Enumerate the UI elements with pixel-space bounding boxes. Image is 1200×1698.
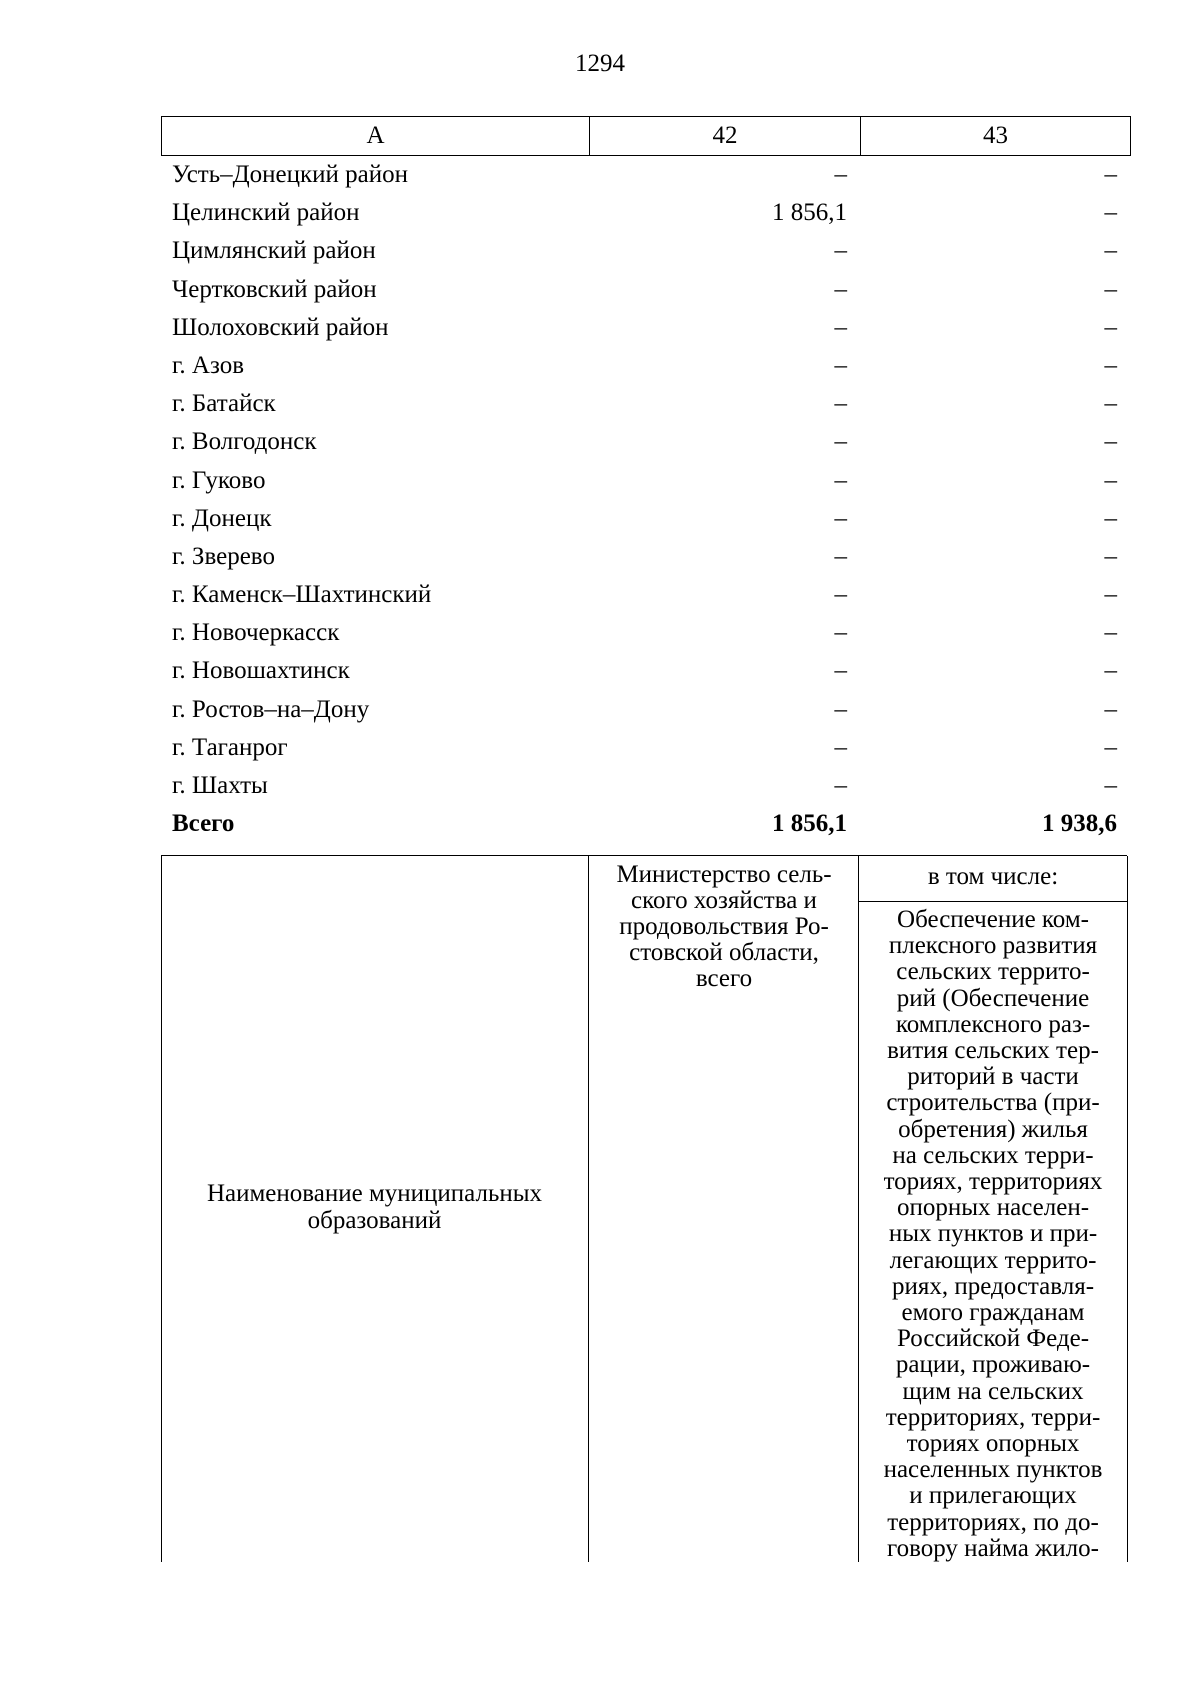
value-43: – xyxy=(1104,733,1117,761)
table-column-divider xyxy=(588,856,589,1562)
column-header-table xyxy=(161,116,1131,156)
program-description-text: Обеспечение ком- плексного развития сельских террито- рий (Обеспечение комплексного раз- вития сельских тер- риторий в части строительства (при- обретения) жилья на сельских терри- ториях, территориях опорных населен- ных пунктов и при- легающих террито- риях, предоставля- емого гражданам Российской Феде- рации, проживаю- щим на сельских территориях, терри- ториях опорных населенных пунктов и прилегающих территориях, по до- говору найма жило- xyxy=(883,906,1103,1562)
municipality-name: г. Гуково xyxy=(172,466,266,494)
municipality-name: г. Азов xyxy=(172,351,245,379)
value-42: 1 856,1 xyxy=(772,199,847,227)
value-42: – xyxy=(834,275,847,303)
value-42: – xyxy=(834,313,847,341)
value-42: – xyxy=(834,466,847,494)
value-43: – xyxy=(1104,237,1117,265)
value-42: – xyxy=(834,695,847,723)
table-row xyxy=(161,232,1127,270)
municipality-name: г. Новошахтинск xyxy=(172,657,350,685)
municipality-name: г. Шахты xyxy=(172,772,268,799)
value-43: – xyxy=(1104,275,1117,303)
value-43: – xyxy=(1104,313,1117,341)
table-row xyxy=(161,271,1127,309)
value-43: – xyxy=(1104,657,1117,685)
total-value-42: 1 856,1 xyxy=(772,810,847,838)
table-row xyxy=(161,576,1127,614)
including-header-text: в том числе: xyxy=(927,863,1059,890)
table-row xyxy=(161,652,1127,690)
table-row xyxy=(161,347,1127,385)
table-row xyxy=(161,309,1127,347)
column-header-43: 43 xyxy=(861,117,1131,156)
municipality-name: г. Таганрог xyxy=(172,733,288,761)
table-row xyxy=(161,500,1127,538)
subheader-divider xyxy=(858,901,1128,902)
value-43: – xyxy=(1104,390,1117,418)
municipality-name: Целинский район xyxy=(172,199,360,227)
ministry-header xyxy=(591,862,857,992)
program-description-header xyxy=(861,907,1125,1562)
value-43: – xyxy=(1104,428,1117,456)
municipality-name: г. Зверево xyxy=(172,542,275,570)
table-row xyxy=(161,423,1127,461)
second-table-header xyxy=(161,855,1127,1562)
ministry-header-text: Министерство сель- ского хозяйства и продовольствия Ро- стовской области, всего xyxy=(616,861,832,992)
value-42: – xyxy=(834,504,847,532)
value-42: – xyxy=(834,542,847,570)
table-column-divider xyxy=(858,856,859,1562)
value-43: – xyxy=(1104,619,1117,647)
value-42: – xyxy=(834,390,847,418)
value-43: – xyxy=(1104,161,1117,188)
value-42: – xyxy=(834,657,847,685)
value-42: – xyxy=(834,237,847,265)
table-row xyxy=(161,614,1127,652)
table-row xyxy=(161,538,1127,576)
municipality-name: Усть–Донецкий район xyxy=(172,161,409,188)
value-43: – xyxy=(1104,199,1117,227)
municipality-name: г. Волгодонск xyxy=(172,428,317,456)
value-42: – xyxy=(834,619,847,647)
column-header-42: 42 xyxy=(590,117,861,156)
municipality-name: г. Батайск xyxy=(172,390,276,418)
value-42: – xyxy=(834,161,847,188)
table-row xyxy=(161,691,1127,729)
value-43: – xyxy=(1104,351,1117,379)
table-row xyxy=(161,194,1127,232)
value-42: – xyxy=(834,772,847,799)
municipality-name: г. Донецк xyxy=(172,504,272,532)
table-border-right xyxy=(1127,856,1128,1562)
value-42: – xyxy=(834,581,847,609)
municipality-name-header xyxy=(161,1180,588,1234)
value-43: – xyxy=(1104,695,1117,723)
table-row xyxy=(161,729,1127,767)
table-row xyxy=(161,767,1127,805)
including-header xyxy=(859,862,1127,892)
value-43: – xyxy=(1104,772,1117,799)
value-43: – xyxy=(1104,542,1117,570)
page-number: 1294 xyxy=(575,50,625,77)
municipality-name-header-text: Наименование муниципальных образований xyxy=(206,1180,543,1234)
municipality-name: Шолоховский район xyxy=(172,313,389,341)
data-rows xyxy=(161,156,1127,843)
value-43: – xyxy=(1104,581,1117,609)
municipality-name: Чертковский район xyxy=(172,275,377,303)
value-43: – xyxy=(1104,504,1117,532)
municipality-name: Цимлянский район xyxy=(172,237,376,265)
municipality-name: г. Ростов–на–Дону xyxy=(172,695,370,723)
column-header-row xyxy=(162,117,1131,156)
municipality-name: г. Каменск–Шахтинский xyxy=(172,581,432,609)
table-row xyxy=(161,156,1127,194)
value-43: – xyxy=(1104,466,1117,494)
column-header-a: А xyxy=(162,117,590,156)
value-42: – xyxy=(834,733,847,761)
municipality-name: г. Новочеркасск xyxy=(172,619,340,647)
table-row xyxy=(161,462,1127,500)
total-value-43: 1 938,6 xyxy=(1042,810,1117,838)
table-row xyxy=(161,385,1127,423)
total-row xyxy=(161,805,1127,843)
total-label: Всего xyxy=(172,810,235,838)
value-42: – xyxy=(834,351,847,379)
value-42: – xyxy=(834,428,847,456)
